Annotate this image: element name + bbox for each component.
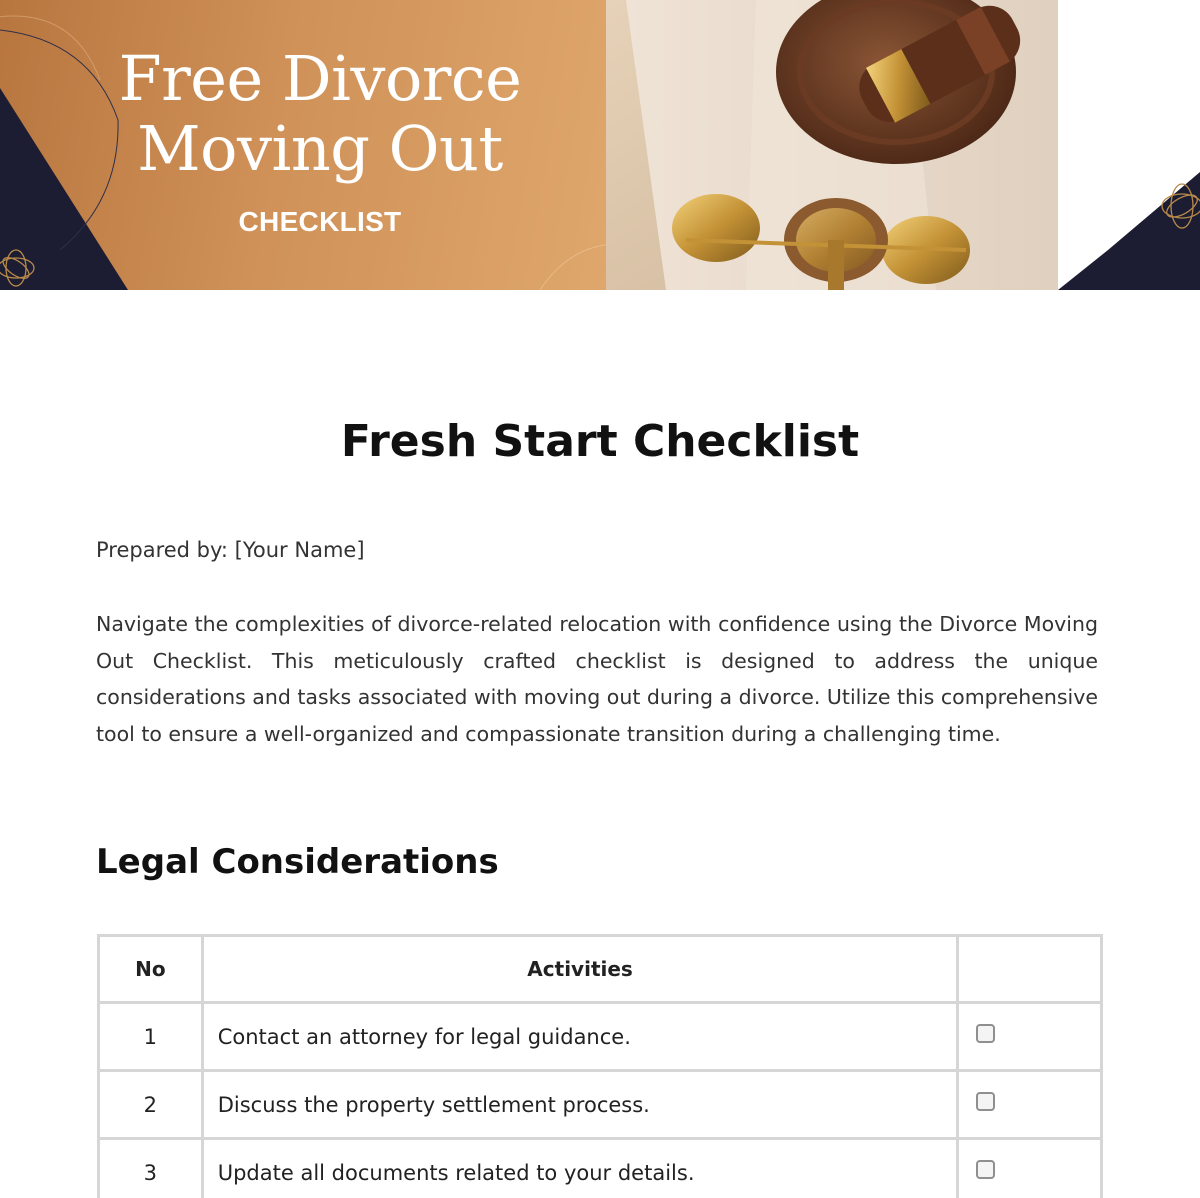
banner-title-line1: Free Divorce (118, 42, 522, 115)
banner-title (40, 44, 600, 184)
gavel-and-scales-photo (606, 0, 1058, 290)
banner-subtitle: CHECKLIST (238, 206, 402, 237)
intro-paragraph: Navigate the complexities of divorce-related relocation with confidence using the Divorce Moving Out Checklist. This meticulously crafted checklist is designed to address the unique considerations and tasks associated with moving out during a divorce. Utilize this comprehensive tool to ensure a well-organized and compassionate transition during a challenging time. (96, 612, 1098, 746)
row-activity: Contact an attorney for legal guidance. (202, 1003, 958, 1071)
prepared-by: Prepared by: [Your Name] (96, 538, 365, 562)
row-activity: Update all documents related to your details. (202, 1139, 958, 1198)
row-checkbox[interactable] (976, 1160, 995, 1179)
table-row (99, 1139, 1102, 1198)
table-row (99, 1003, 1102, 1071)
document-title: Fresh Start Checklist (340, 416, 860, 467)
legal-checklist-table (97, 934, 1103, 1198)
row-checkbox[interactable] (976, 1092, 995, 1111)
header-activities: Activities (202, 936, 958, 1003)
header-banner (0, 0, 1200, 290)
table-header-row (99, 936, 1102, 1003)
banner-title-line2: Moving Out (137, 112, 503, 185)
header-no: No (99, 936, 203, 1003)
row-number: 1 (99, 1003, 203, 1071)
row-number: 2 (99, 1071, 203, 1139)
row-number: 3 (99, 1139, 203, 1198)
header-check (958, 936, 1102, 1003)
row-activity: Discuss the property settlement process. (202, 1071, 958, 1139)
row-checkbox[interactable] (976, 1024, 995, 1043)
table-row (99, 1071, 1102, 1139)
section-heading-legal: Legal Considerations (96, 842, 499, 882)
